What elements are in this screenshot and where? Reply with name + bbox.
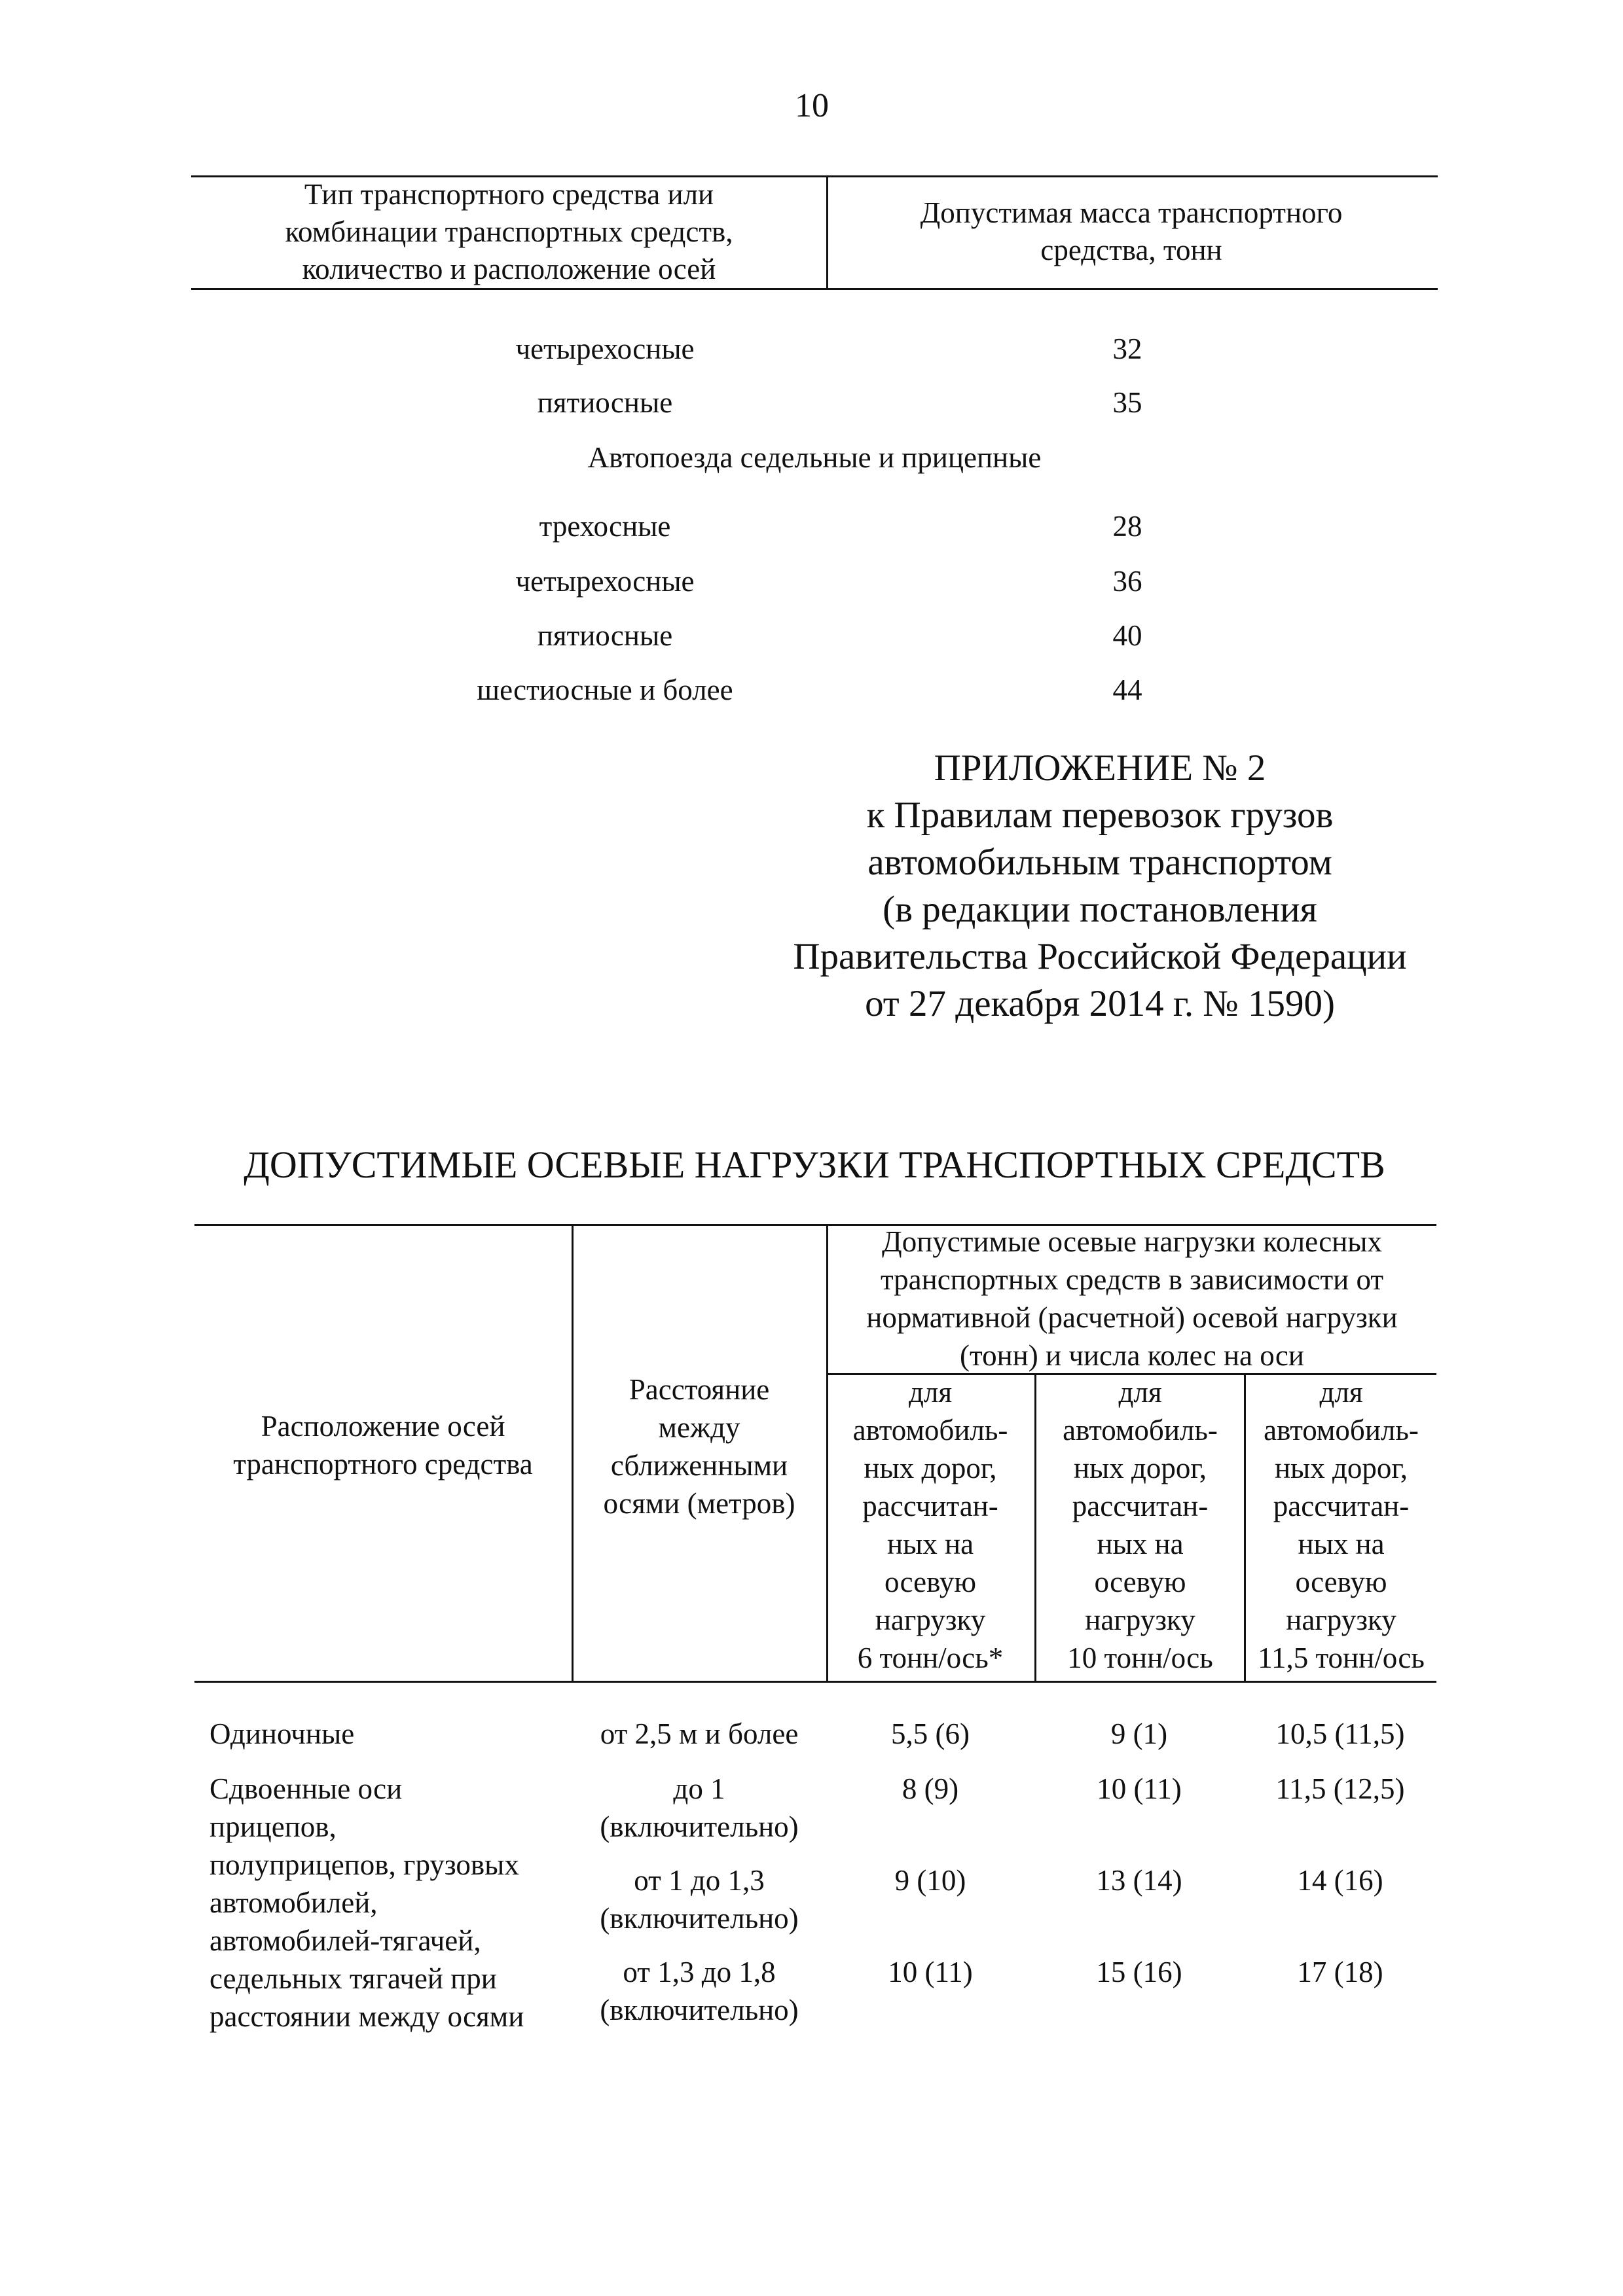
table2-cell-load-11-5t: 11,5 (12,5) <box>1275 1772 1405 1805</box>
table2-cell-load-10t: 13 (14) <box>1096 1864 1182 1897</box>
table1-header-allowed-mass: Допустимая масса транспортного средства, тонн <box>920 196 1343 266</box>
table2-cell-load-11-5t: 10,5 (11,5) <box>1275 1717 1405 1750</box>
table1-row-label: четырехосные <box>515 565 695 598</box>
table1-row <box>191 615 1438 656</box>
table2-header-axle-arrangement: Расположение осей транспортного средства <box>233 1410 533 1480</box>
table1-row-value: 35 <box>1112 386 1142 419</box>
table2-cell-distance: от 1 до 1,3 (включительно) <box>600 1864 799 1935</box>
table2-cell-distance: от 1,3 до 1,8 (включительно) <box>600 1956 799 2026</box>
table2-cell-distance: от 2,5 м и более <box>600 1717 799 1750</box>
table1-header-vehicle-type: Тип транспортного средства или комбинации транспортных средств, количество и расположение осей <box>285 177 733 285</box>
table2-header-axle-distance: Расстояние между сближенными осями (метров) <box>603 1373 795 1520</box>
table2-row-label-single: Одиночные <box>210 1717 355 1750</box>
table2-header-allowed-loads: Допустимые осевые нагрузки колесных транспортных средств в зависимости от нормативной (расчетной) осевой нагрузки (тонн) и числа колес на оси <box>866 1225 1398 1372</box>
table2-row-label-double: Сдвоенные оси прицепов, полуприцепов, грузовых автомобилей, автомобилей-тягачей, седельных тягачей при расстоянии между осями <box>210 1772 524 2033</box>
appendix-line: ПРИЛОЖЕНИЕ № 2 <box>934 747 1266 789</box>
table1-row <box>191 561 1438 601</box>
section-title: ДОПУСТИМЫЕ ОСЕВЫЕ НАГРУЗКИ ТРАНСПОРТНЫХ СРЕДСТВ <box>244 1143 1385 1186</box>
table2-cell-load-10t: 15 (16) <box>1096 1956 1182 1988</box>
table1-row <box>191 329 1438 369</box>
table1-row-label: трехосные <box>539 510 671 543</box>
appendix-line: к Правилам перевозок грузов <box>866 795 1334 836</box>
appendix-line: автомобильным транспортом <box>867 842 1332 883</box>
table1-header-bottom-rule <box>191 288 1438 290</box>
table1-row-value: 40 <box>1112 619 1142 652</box>
table2-cell-load-6t: 10 (11) <box>888 1956 973 1988</box>
table2-cell-load-6t: 5,5 (6) <box>891 1717 970 1750</box>
table1-row-value: 32 <box>1112 332 1142 365</box>
table1-group-label: Автопоезда седельные и прицепные <box>587 441 1042 474</box>
table2-header-11-5t: для автомобиль- ных дорог, рассчитан- ных на осевую нагрузку 11,5 тонн/ось <box>1258 1376 1425 1674</box>
table2-cell-load-10t: 9 (1) <box>1110 1717 1168 1750</box>
table1-row-label: пятиосные <box>537 619 673 652</box>
table1-row <box>191 506 1438 547</box>
table1-row-value: 28 <box>1112 510 1142 543</box>
appendix-heading <box>773 745 1427 1028</box>
appendix-line: Правительства Российской Федерации <box>793 936 1407 977</box>
page-number: 10 <box>795 87 829 124</box>
table1-row-label: четырехосные <box>515 332 695 365</box>
table2-cell-load-10t: 10 (11) <box>1097 1772 1182 1805</box>
table1-row-label: шестиосные и более <box>477 673 733 706</box>
table1-header-divider <box>826 175 828 288</box>
table2-header-bottom-rule <box>194 1681 1436 1683</box>
table2-cell-load-6t: 9 (10) <box>894 1864 966 1897</box>
table2-cell-load-6t: 8 (9) <box>902 1772 959 1805</box>
table2-header-6t: для автомобиль- ных дорог, рассчитан- ных на осевую нагрузку 6 тонн/ось* <box>852 1376 1008 1674</box>
table1-row-value: 36 <box>1112 565 1142 598</box>
table1-row-label: пятиосные <box>537 386 673 419</box>
table2-cell-load-11-5t: 14 (16) <box>1297 1864 1383 1897</box>
appendix-line: (в редакции постановления <box>883 889 1317 930</box>
table2-cell-distance: до 1 (включительно) <box>600 1772 799 1843</box>
table1-row-value: 44 <box>1112 673 1142 706</box>
table1-row <box>191 382 1438 423</box>
table2-header-10t: для автомобиль- ных дорог, рассчитан- ных на осевую нагрузку 10 тонн/ось <box>1063 1376 1218 1674</box>
table2-cell-load-11-5t: 17 (18) <box>1297 1956 1383 1988</box>
appendix-line: от 27 декабря 2014 г. № 1590) <box>865 983 1335 1024</box>
table1-row <box>191 670 1438 710</box>
